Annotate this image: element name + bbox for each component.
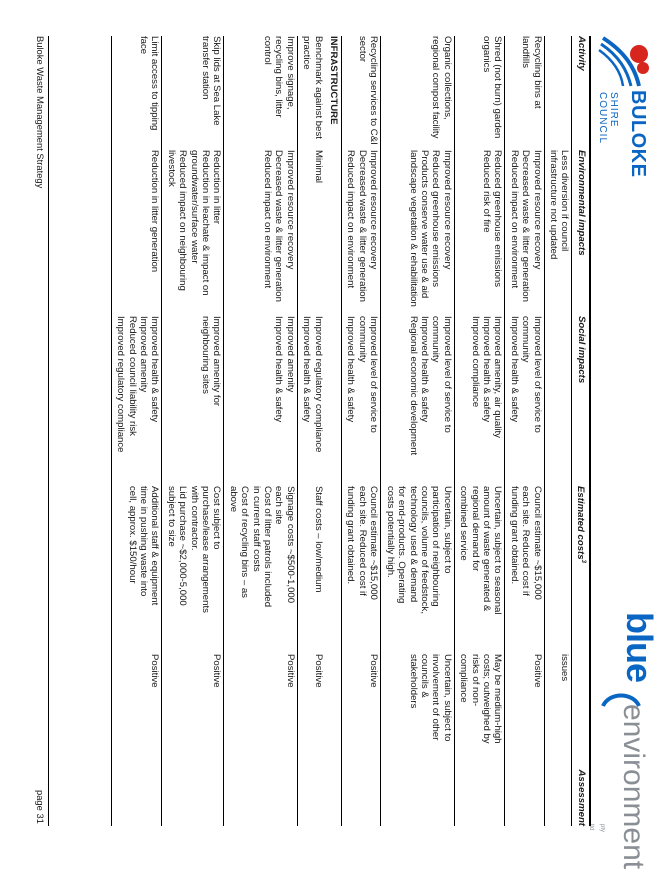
- cell-line: Council estimate ~$15,000: [368, 486, 380, 600]
- cell-social: [381, 316, 454, 486]
- cell-line: Cost of litter patrols included: [262, 486, 274, 608]
- cell-line: community: [430, 316, 442, 363]
- cell-line: issues: [559, 654, 571, 682]
- cell-social: [297, 316, 324, 486]
- blue-environment-logo: [587, 612, 660, 869]
- cell-environmental: [544, 150, 572, 316]
- cell-assessment: [342, 620, 381, 826]
- cell-line: Improve signage,: [284, 36, 296, 110]
- cell-line: Improved amenity: [138, 316, 149, 393]
- cell-line: Improved amenity for: [211, 316, 223, 407]
- header-costs-label: Estimated costs: [574, 486, 586, 560]
- cell-line: Reduction in litter generation: [149, 150, 161, 273]
- cell-line: Reduced greenhouse emissions: [430, 150, 442, 288]
- footer-title: Buloke Waste Management Strategy: [35, 36, 46, 189]
- cell-environmental: [297, 150, 324, 316]
- cell-line: organics: [480, 36, 492, 73]
- cell-line: combined service: [458, 486, 470, 561]
- table-row: [454, 36, 505, 826]
- table-row: [162, 36, 224, 826]
- cell-activity: [381, 36, 454, 150]
- cell-line: groundwater/surface water: [188, 150, 200, 264]
- cell-line: Cost of recycling bins – as: [239, 486, 251, 598]
- cell-environmental: [505, 150, 544, 316]
- cell-line: Improved level of service to: [441, 316, 453, 433]
- cell-activity: [505, 36, 544, 150]
- cell-line: livestock: [165, 150, 177, 187]
- cell-activity: [342, 36, 381, 150]
- cell-line: neighbouring sites: [200, 316, 212, 394]
- cell-social: [162, 316, 224, 486]
- cell-social: [342, 316, 381, 486]
- cell-costs: [505, 486, 544, 620]
- cell-line: Organic collections,: [441, 36, 453, 120]
- cell-line: practice: [301, 36, 313, 70]
- cell-line: Regional economic development: [407, 316, 419, 456]
- cell-line: Improved level of service to: [531, 316, 543, 433]
- cell-assessment: [381, 620, 454, 826]
- cell-line: participation of neighbouring: [430, 486, 442, 607]
- cell-activity: [224, 36, 297, 150]
- cell-line: Improved resource recovery: [531, 150, 543, 270]
- page-number: page 31: [35, 790, 46, 824]
- cell-activity: [162, 36, 224, 150]
- table-row: [297, 36, 324, 826]
- impact-table: [111, 36, 591, 826]
- cell-line: Council estimate ~$15,000: [531, 486, 543, 600]
- cell-line: Improved health & safety: [345, 316, 357, 423]
- cell-line: subject to size: [165, 486, 177, 547]
- cell-line: Minimal: [312, 150, 324, 184]
- table-header-row: [572, 36, 590, 826]
- cell-environmental: [162, 150, 224, 316]
- cell-line: Uncertain, subject to: [441, 654, 453, 742]
- section-infrastructure: INFRASTRUCTURE: [325, 36, 342, 826]
- cell-line: Signage costs ~$500-1,000: [284, 486, 296, 604]
- table-body-main: [342, 36, 572, 826]
- table-row: [224, 36, 297, 826]
- cell-line: Reduced council liability risk: [126, 316, 138, 436]
- cell-line: Limit access to tipping: [149, 36, 161, 131]
- cell-assessment: [111, 620, 162, 826]
- cell-costs: [544, 486, 572, 620]
- cell-line: Reduced greenhouse emissions: [492, 150, 504, 288]
- cell-assessment: [224, 620, 297, 826]
- blue-word: blue: [619, 612, 660, 683]
- cell-line: Uncertain, subject to seasonal: [492, 486, 504, 615]
- cell-costs: [454, 486, 505, 620]
- header-costs-sup: 3: [580, 559, 586, 563]
- cell-line: Less diversion if council: [559, 150, 571, 252]
- cell-environmental: [224, 150, 297, 316]
- cell-social: [224, 316, 297, 486]
- cell-line: Positive: [312, 654, 324, 688]
- cell-line: time in pushing waste into: [138, 486, 149, 597]
- cell-line: funding grant obtained.: [345, 486, 357, 585]
- cell-line: sector: [356, 36, 368, 63]
- cell-line: purchase/lease arrangements: [200, 486, 212, 613]
- cell-activity: [544, 36, 572, 150]
- buloke-shire-logo: [596, 34, 653, 178]
- buloke-logo-top: BULOKE: [627, 90, 649, 178]
- cell-activity: [297, 36, 324, 150]
- cell-line: stakeholders: [407, 654, 419, 709]
- cell-line: Decreased waste & litter generation: [273, 150, 285, 302]
- cell-line: Improved resource recovery: [368, 150, 380, 270]
- cell-line: Improved resource recovery: [441, 150, 453, 270]
- cell-line: Improved compliance: [469, 316, 481, 408]
- cell-line: landfills: [520, 36, 532, 68]
- cell-line: Skip lids at Sea Lake: [211, 36, 223, 126]
- cell-line: face: [138, 36, 149, 55]
- cell-line: Improved health & safety: [301, 316, 313, 423]
- cell-line: costs potentially high.: [384, 486, 396, 578]
- cell-social: [111, 316, 162, 486]
- cell-line: regional demand for: [469, 486, 481, 572]
- cell-line: Uncertain, subject to: [441, 486, 453, 574]
- cell-line: Reduced impact on environment: [262, 150, 274, 289]
- cell-line: Decreased waste & litter generation: [520, 150, 532, 302]
- cell-line: Positive: [284, 654, 296, 688]
- cell-line: Additional staff & equipment: [149, 486, 161, 606]
- cell-activity: [454, 36, 505, 150]
- cell-line: infrastructure not updated: [548, 150, 559, 260]
- cell-line: cell, approx. $150/hour: [126, 486, 138, 584]
- cell-line: Reduced impact on environment: [345, 150, 357, 289]
- cell-line: Recycling bins at: [531, 36, 543, 109]
- cell-assessment: [297, 620, 324, 826]
- cell-line: Improved health & safety: [508, 316, 520, 423]
- cell-line: regional compost facility: [430, 36, 442, 139]
- cell-line: risks of non-: [469, 654, 481, 707]
- cell-line: compliance: [458, 654, 470, 703]
- cell-environmental: [454, 150, 505, 316]
- cell-costs: [111, 486, 162, 620]
- cell-line: Improved health & safety: [418, 316, 430, 423]
- header-assessment: Assessment: [572, 620, 590, 826]
- header-costs: [572, 486, 590, 620]
- cell-assessment: [544, 620, 572, 826]
- cell-line: Positive: [368, 654, 380, 688]
- cell-line: for end-products. Operating: [396, 486, 408, 604]
- cell-line: Positive: [211, 654, 223, 688]
- pty-ltd: pty ltd: [587, 824, 605, 833]
- cell-line: technology used & demand: [407, 486, 419, 603]
- cell-environmental: [381, 150, 454, 316]
- cell-line: Reduction in leachate & impact on: [200, 150, 212, 296]
- cell-line: involvement of other: [430, 654, 442, 741]
- cell-line: control: [262, 36, 274, 65]
- cell-costs: [297, 486, 324, 620]
- cell-line: transfer station: [200, 36, 212, 100]
- cell-line: Lid purchase ~$2,000-5,000: [177, 486, 189, 606]
- cell-costs: [224, 486, 297, 620]
- cell-line: Products conserve water use & aid: [418, 150, 430, 299]
- cell-assessment: [454, 620, 505, 826]
- table-row: [544, 36, 572, 826]
- cell-line: in current staff costs: [250, 486, 262, 572]
- cell-line: costs; outweighed by: [480, 654, 492, 744]
- cell-line: May be medium-high: [492, 654, 504, 744]
- footer-rule: [48, 36, 49, 826]
- cell-social: [454, 316, 505, 486]
- cell-line: Improved amenity, air quality: [492, 316, 504, 438]
- header-activity: Activity: [572, 36, 590, 150]
- cell-line: community: [520, 316, 532, 363]
- table-row: [111, 36, 162, 826]
- environment-word: environment: [617, 704, 650, 869]
- cell-line: councils, volume of feedstock,: [418, 486, 430, 614]
- cell-line: Staff costs – low/medium: [312, 486, 324, 593]
- cell-line: Improved amenity: [284, 316, 296, 393]
- cell-line: each site. Reduced cost if: [356, 486, 368, 596]
- cell-line: Positive: [149, 654, 161, 688]
- header-social: Social impacts: [572, 316, 590, 486]
- cell-line: councils &: [418, 654, 430, 698]
- cell-line: each site: [273, 486, 285, 525]
- cell-line: Improved health & safety: [149, 316, 161, 423]
- cell-line: Recycling services to C&I: [368, 36, 380, 145]
- cell-social: [505, 316, 544, 486]
- cell-line: Improved regulatory compliance: [115, 316, 127, 453]
- cell-activity: [111, 36, 162, 150]
- cell-line: landscape vegetation & rehabilitation: [407, 150, 419, 307]
- cell-line: Reduced impact on environment: [508, 150, 520, 289]
- cell-line: Reduced risk of fire: [480, 150, 492, 233]
- section-row: [325, 36, 342, 826]
- cell-line: recycling bins, litter: [273, 36, 285, 118]
- cell-line: Improved regulatory compliance: [312, 316, 324, 453]
- table-row: [381, 36, 454, 826]
- cell-line: Shred (not burn) garden: [492, 36, 504, 139]
- cell-line: Cost subject to: [211, 486, 223, 550]
- header-environmental: Environmental impacts: [572, 150, 590, 316]
- cell-assessment: [162, 620, 224, 826]
- cell-environmental: [342, 150, 381, 316]
- cell-line: community: [356, 316, 368, 363]
- table-row: [505, 36, 544, 826]
- cell-assessment: [505, 620, 544, 826]
- cell-costs: [162, 486, 224, 620]
- cell-line: each site. Reduced cost if: [520, 486, 532, 596]
- cell-line: Improved resource recovery: [284, 150, 296, 270]
- table-row: [342, 36, 381, 826]
- cell-line: Improved health & safety: [480, 316, 492, 423]
- cell-environmental: [111, 150, 162, 316]
- cell-line: Reduction in litter: [211, 150, 223, 225]
- buloke-logo-bottom: SHIRE COUNCIL: [596, 92, 619, 145]
- cell-line: with contractor.: [188, 486, 200, 551]
- cell-line: Decreased waste & litter generation: [356, 150, 368, 302]
- table-body-section: [325, 36, 342, 826]
- cell-social: [544, 316, 572, 486]
- cell-costs: [381, 486, 454, 620]
- cell-line: above: [227, 486, 239, 513]
- cell-line: funding grant obtained.: [508, 486, 520, 585]
- cell-line: Benchmark against best: [312, 36, 324, 139]
- cell-line: Positive: [531, 654, 543, 688]
- cell-line: Improved level of service to: [368, 316, 380, 433]
- cell-costs: [342, 486, 381, 620]
- cell-line: Improved health & safety: [273, 316, 285, 423]
- cell-line: Reduced impact on neighbouring: [177, 150, 189, 291]
- table-body-infrastructure: [111, 36, 324, 826]
- cell-line: amount of waste generated &: [480, 486, 492, 612]
